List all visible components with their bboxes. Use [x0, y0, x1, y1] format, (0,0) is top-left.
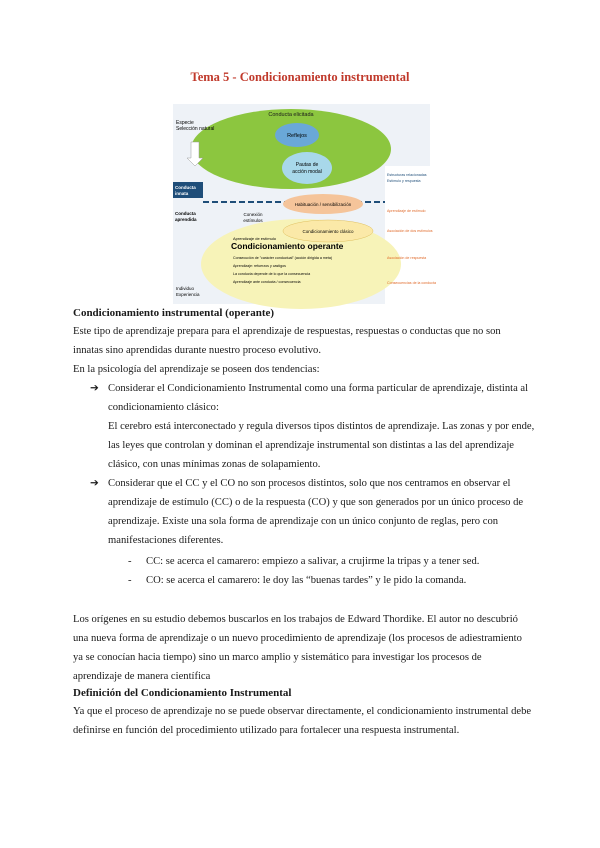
section1-paragraph-3: Los orígenes en su estudio debemos buscarlos en los trabajos de Edward Thordike. El autor no descubrió una nueva forma de aprendizaje o un nuevo procedimiento de aprendizaje (los procesos de adiestramiento ya se conocían hacia tiempo) sino un marco amplio y sistemático para investigar los procesos de aprendizaje de manera científica	[73, 614, 522, 682]
aprendida-text: Conducta	[175, 211, 196, 216]
aprendida-text-2: aprendida	[175, 217, 197, 222]
tendency-item-1	[90, 379, 535, 474]
page-title: Tema 5 - Condicionamiento instrumental	[190, 70, 410, 84]
arrow-icon: ➔	[90, 478, 99, 489]
especie-text: Especie	[176, 120, 194, 126]
tendency-1-text: Considerar el Condicionamiento Instrumental como una forma particular de aprendizaje, distinta al condicionamiento clásico:	[108, 383, 529, 413]
bullet-2: Aprendizaje: refuerzos y castigos	[233, 264, 286, 268]
pautas-text: Pautas de	[295, 162, 319, 168]
arrow-icon: ➔	[90, 383, 99, 394]
example-co	[128, 571, 548, 590]
example-cc	[128, 552, 548, 571]
pautas-text-2: acción modal	[292, 169, 322, 175]
note-1b: Estímulo y respuesta	[387, 179, 421, 183]
bullet-3: La conducta depende de lo que la consecuencia	[233, 272, 311, 276]
reflejos-text: Reflejos	[287, 133, 307, 139]
innata-text: Conducta	[175, 185, 196, 190]
tendency-1-detail: El cerebro está interconectado y regula diversos tipos distintos de aprendizaje. Las zonas y por ende, las leyes que controlan y dominan el aprendizaje instrumental son distintas a las del aprendizaje clásico, con unas mínimas zonas de solapamiento.	[108, 421, 535, 470]
tendency-2-text: Considerar que el CC y el CO no son procesos distintos, solo que nos centramos en observar el aprendizaje de estímulo (CC) o de la respuesta (CO) y que son generados por un único proceso de aprendizaje. Existe una sola forma de aprendizaje con un único conjunto de reglas, pero con manifestaciones diferentes.	[108, 478, 524, 546]
note-2: Aprendizaje de estímulo	[387, 209, 426, 213]
section1-paragraph-1: Este tipo de aprendizaje prepara para el aprendizaje de respuestas, respuestas o conductas que no son innatas sino aprendidas durante nuestro proceso evolutivo.	[73, 326, 501, 356]
clasico-text: Condicionamiento clásico	[302, 229, 354, 234]
learning-diagram	[173, 104, 436, 304]
seleccion-text: Selección natural	[176, 126, 215, 132]
note-4: Asociación de respuesta	[387, 256, 427, 260]
tendency-item-2	[90, 474, 535, 550]
section2-paragraph-1: Ya que el proceso de aprendizaje no se puede observar directamente, el condicionamiento instrumental debe definirse en función del procedimiento utilizado para fortalecer una respuesta instrumental.	[73, 706, 532, 736]
conexion-text-2: estímulos	[243, 218, 263, 223]
individuo-text: Individuo	[176, 286, 195, 291]
section1-heading: Condicionamiento instrumental (operante)	[73, 307, 275, 319]
dash-glyph: -	[128, 575, 132, 586]
operante-text: Condicionamiento operante	[231, 241, 344, 251]
conexion-text: Conexión	[243, 212, 263, 217]
aprendizaje-estimulo-text: Aprendizaje de estímulo	[233, 236, 276, 241]
habituacion-text: Habituación / sensibilización	[294, 202, 352, 207]
example-co-text: CO: se acerca el camarero: le doy las “buenas tardes” y le pido la comanda.	[146, 575, 467, 586]
experiencia-text: Experiencia	[176, 292, 200, 297]
section1-paragraph-2: En la psicología del aprendizaje se poseen dos tendencias:	[73, 364, 320, 375]
note-5: Consecuencias de la conducta	[387, 281, 436, 285]
top-label-text: Conducta elicitada	[268, 112, 314, 118]
note-3: Asociación de dos estímulos	[387, 229, 433, 233]
example-cc-text: CC: se acerca el camarero: empiezo a salivar, a crujirme la tripas y a tener sed.	[146, 556, 480, 567]
bullet-4: Aprendizaje ante conducta / consecuencia	[233, 280, 301, 284]
note-1: Estructuras relacionadas	[387, 173, 427, 177]
innata-text-2: innata	[175, 191, 189, 196]
pautas-ellipse	[282, 152, 332, 184]
dash-glyph: -	[128, 556, 132, 567]
section2-heading: Definición del Condicionamiento Instrumental	[73, 687, 292, 699]
bullet-1: Consecución de "carácter conductual" (acción dirigida a meta)	[233, 256, 333, 260]
